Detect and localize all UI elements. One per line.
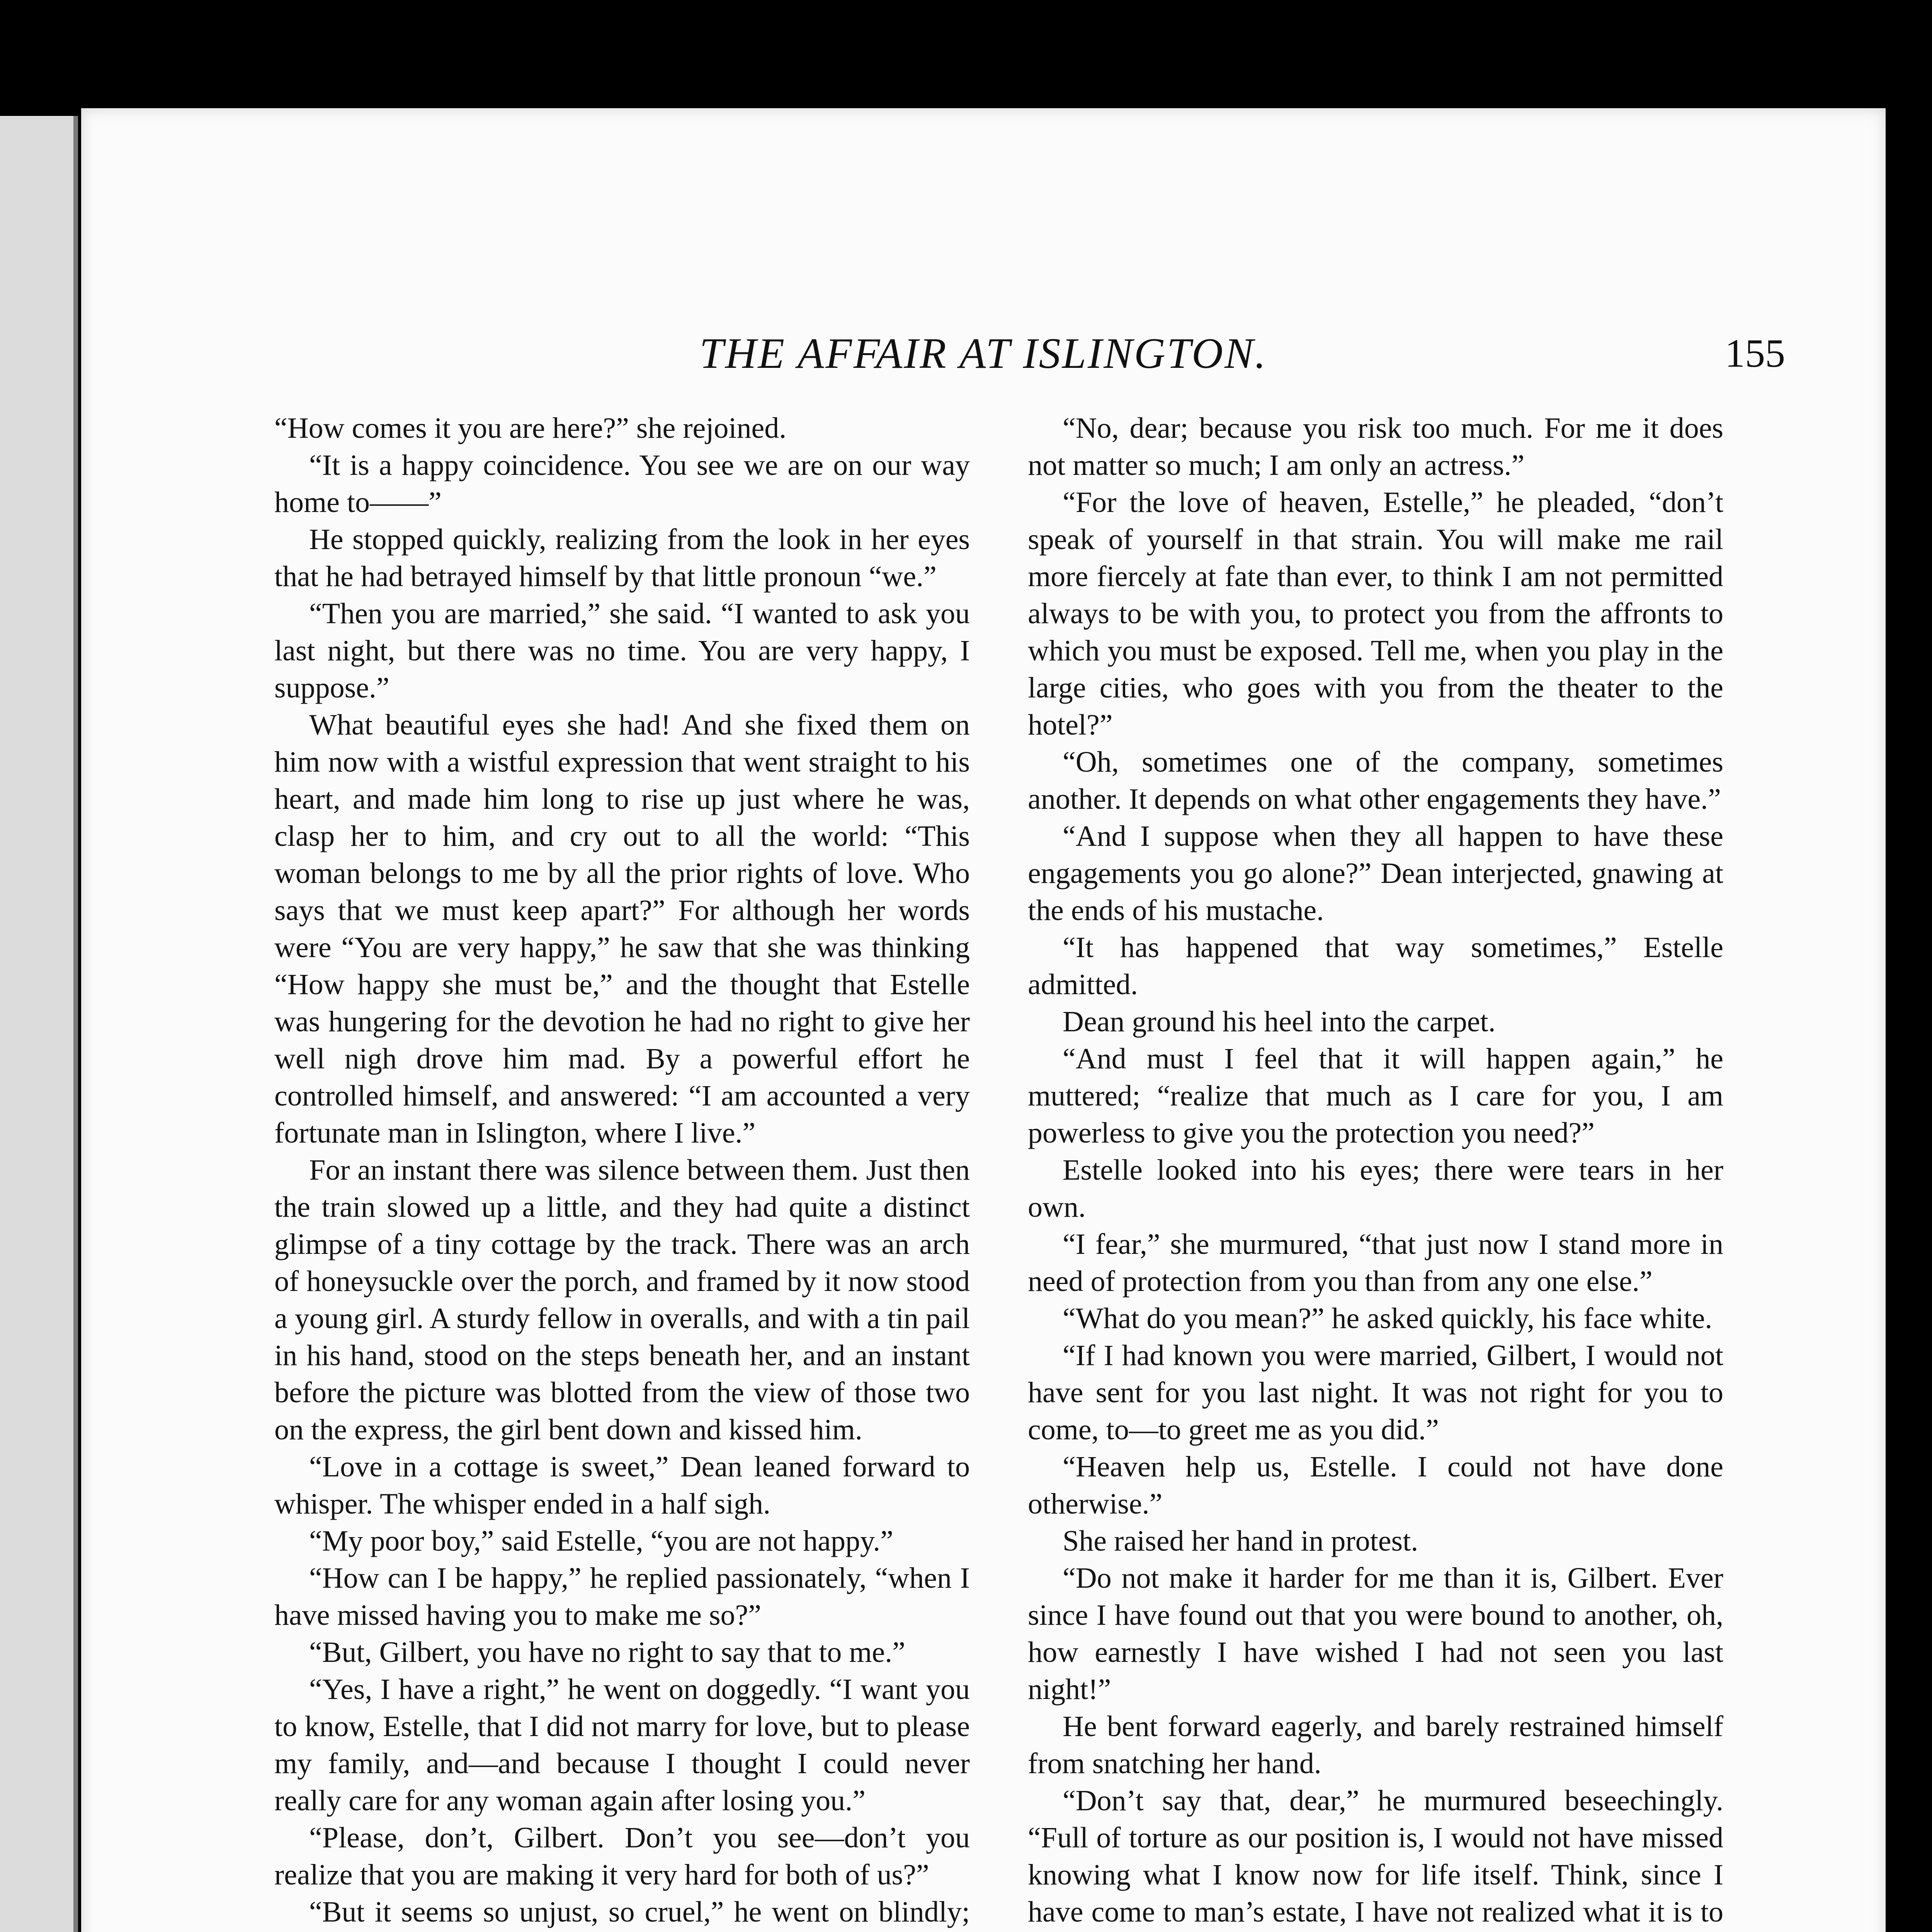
paragraph: “Please, don’t, Gilbert. Don’t you see—don’t you realize that you are making it very hard for both of us?” [274, 1821, 970, 1891]
page-number: 155 [1725, 331, 1785, 376]
paragraph: For an instant there was silence between them. Just then the train slowed up a little, and they had quite a distinct glimpse of a tiny cottage by the track. There was an arch of honeysuckle over the porch, and framed by it now stood a young girl. A sturdy fellow in overalls, and with a tin pail in his hand, stood on the steps beneath her, and an instant before the picture was blotted from the view of those two on the express, the girl bent down and kissed him. [274, 1154, 970, 1446]
paragraph: “Love in a cottage is sweet,” Dean leaned forward to whisper. The whisper ended in a half sigh. [274, 1451, 970, 1520]
paragraph: What beautiful eyes she had! And she fixed them on him now with a wistful expression that went straight to his heart, and made him long to rise up just where he was, clasp her to him, and cry out to all the world: “This woman belongs to me by all the prior rights of love. Who says that we must keep apart?” For although her words were “You are very happy,” he saw that she was thinking “How happy she must be,” and the thought that Estelle was hungering for the devotion he had no right to give her well nigh drove him mad. By a powerful effort he controlled himself, and answered: “I am accounted a very fortunate man in Islington, where I live.” [274, 709, 970, 1149]
paragraph: “Do not make it harder for me than it is, Gilbert. Ever since I have found out that you were bound to another, oh, how earnestly I have wished I had not seen you last night!” [1028, 1562, 1723, 1706]
running-head [81, 325, 1886, 386]
paragraph: “How comes it you are here?” she rejoined. [274, 412, 787, 444]
paragraph: “For the love of heaven, Estelle,” he pleaded, “don’t speak of yourself in that strain. You will make me rail more fiercely at fate than ever, to think I am not permitted always to be with you, to protect you from the affronts to which you must be exposed. Tell me, when you play in the large cities, who goes with you from the theater to the hotel?” [1028, 486, 1723, 741]
paragraph: “My poor boy,” said Estelle, “you are not happy.” [309, 1525, 893, 1557]
paragraph: “How can I be happy,” he replied passionately, “when I have missed having you to make me so?” [274, 1562, 970, 1631]
paragraph: “I fear,” she murmured, “that just now I stand more in need of protection from you than from any one else.” [1028, 1228, 1723, 1298]
paragraph: “It is a happy coincidence. You see we are on our way home to——” [274, 449, 970, 519]
paragraph: “If I had known you were married, Gilbert, I would not have sent for you last night. It was not right for you to come, to—to greet me as you did.” [1028, 1339, 1723, 1446]
paragraph: “Don’t say that, dear,” he murmured beseechingly. “Full of torture as our position is, I would not have missed knowing what I know now for life itself. Think, since I have come to man’s estate, I have not realized what it is to [1028, 1784, 1723, 1928]
previous-page-edge [0, 116, 78, 1932]
running-title: THE AFFAIR AT ISLINGTON. [699, 330, 1267, 378]
paragraph: “Then you are married,” she said. “I wanted to ask you last night, but there was no time. You are very happy, I suppose.” [274, 597, 970, 704]
paragraph: “But, Gilbert, you have no right to say that to me.” [309, 1636, 905, 1668]
paragraph: “No, dear; because you risk too much. For me it does not matter so much; I am only an actress.” [1028, 412, 1723, 481]
paragraph: “Yes, I have a right,” he went on doggedly. “I want you to know, Estelle, that I did not marry for love, but to please my family, and—and because I thought I could never really care for any woman again after losing you.” [274, 1673, 970, 1817]
paragraph: He stopped quickly, realizing from the look in her eyes that he had betrayed himself by that little pronoun “we.” [274, 523, 970, 593]
paragraph: “Heaven help us, Estelle. I could not have done otherwise.” [1028, 1451, 1723, 1520]
text-columns [274, 410, 1723, 1932]
book-page [81, 108, 1886, 1932]
paragraph: “But it seems so unjust, so cruel,” he went on blindly; [309, 1896, 970, 1928]
paragraph: “And I suppose when they all happen to have these engagements you go alone?” Dean interjected, gnawing at the ends of his mustache. [1028, 820, 1723, 927]
paragraph: “What do you mean?” he asked quickly, his face white. [1063, 1302, 1713, 1335]
right-column [1028, 410, 1723, 1932]
paragraph: Estelle looked into his eyes; there were tears in her own. [1028, 1154, 1723, 1223]
paragraph: “And must I feel that it will happen again,” he muttered; “realize that much as I care for you, I am powerless to give you the protection you need?” [1028, 1043, 1723, 1149]
paragraph: Dean ground his heel into the carpet. [1063, 1005, 1496, 1038]
left-column [274, 410, 970, 1932]
paragraph: She raised her hand in protest. [1063, 1525, 1418, 1557]
paragraph: “It has happened that way sometimes,” Estelle admitted. [1028, 931, 1723, 1001]
paragraph: “Oh, sometimes one of the company, sometimes another. It depends on what other engagements they have.” [1028, 746, 1723, 815]
paragraph: He bent forward eagerly, and barely restrained himself from snatching her hand. [1028, 1710, 1723, 1780]
